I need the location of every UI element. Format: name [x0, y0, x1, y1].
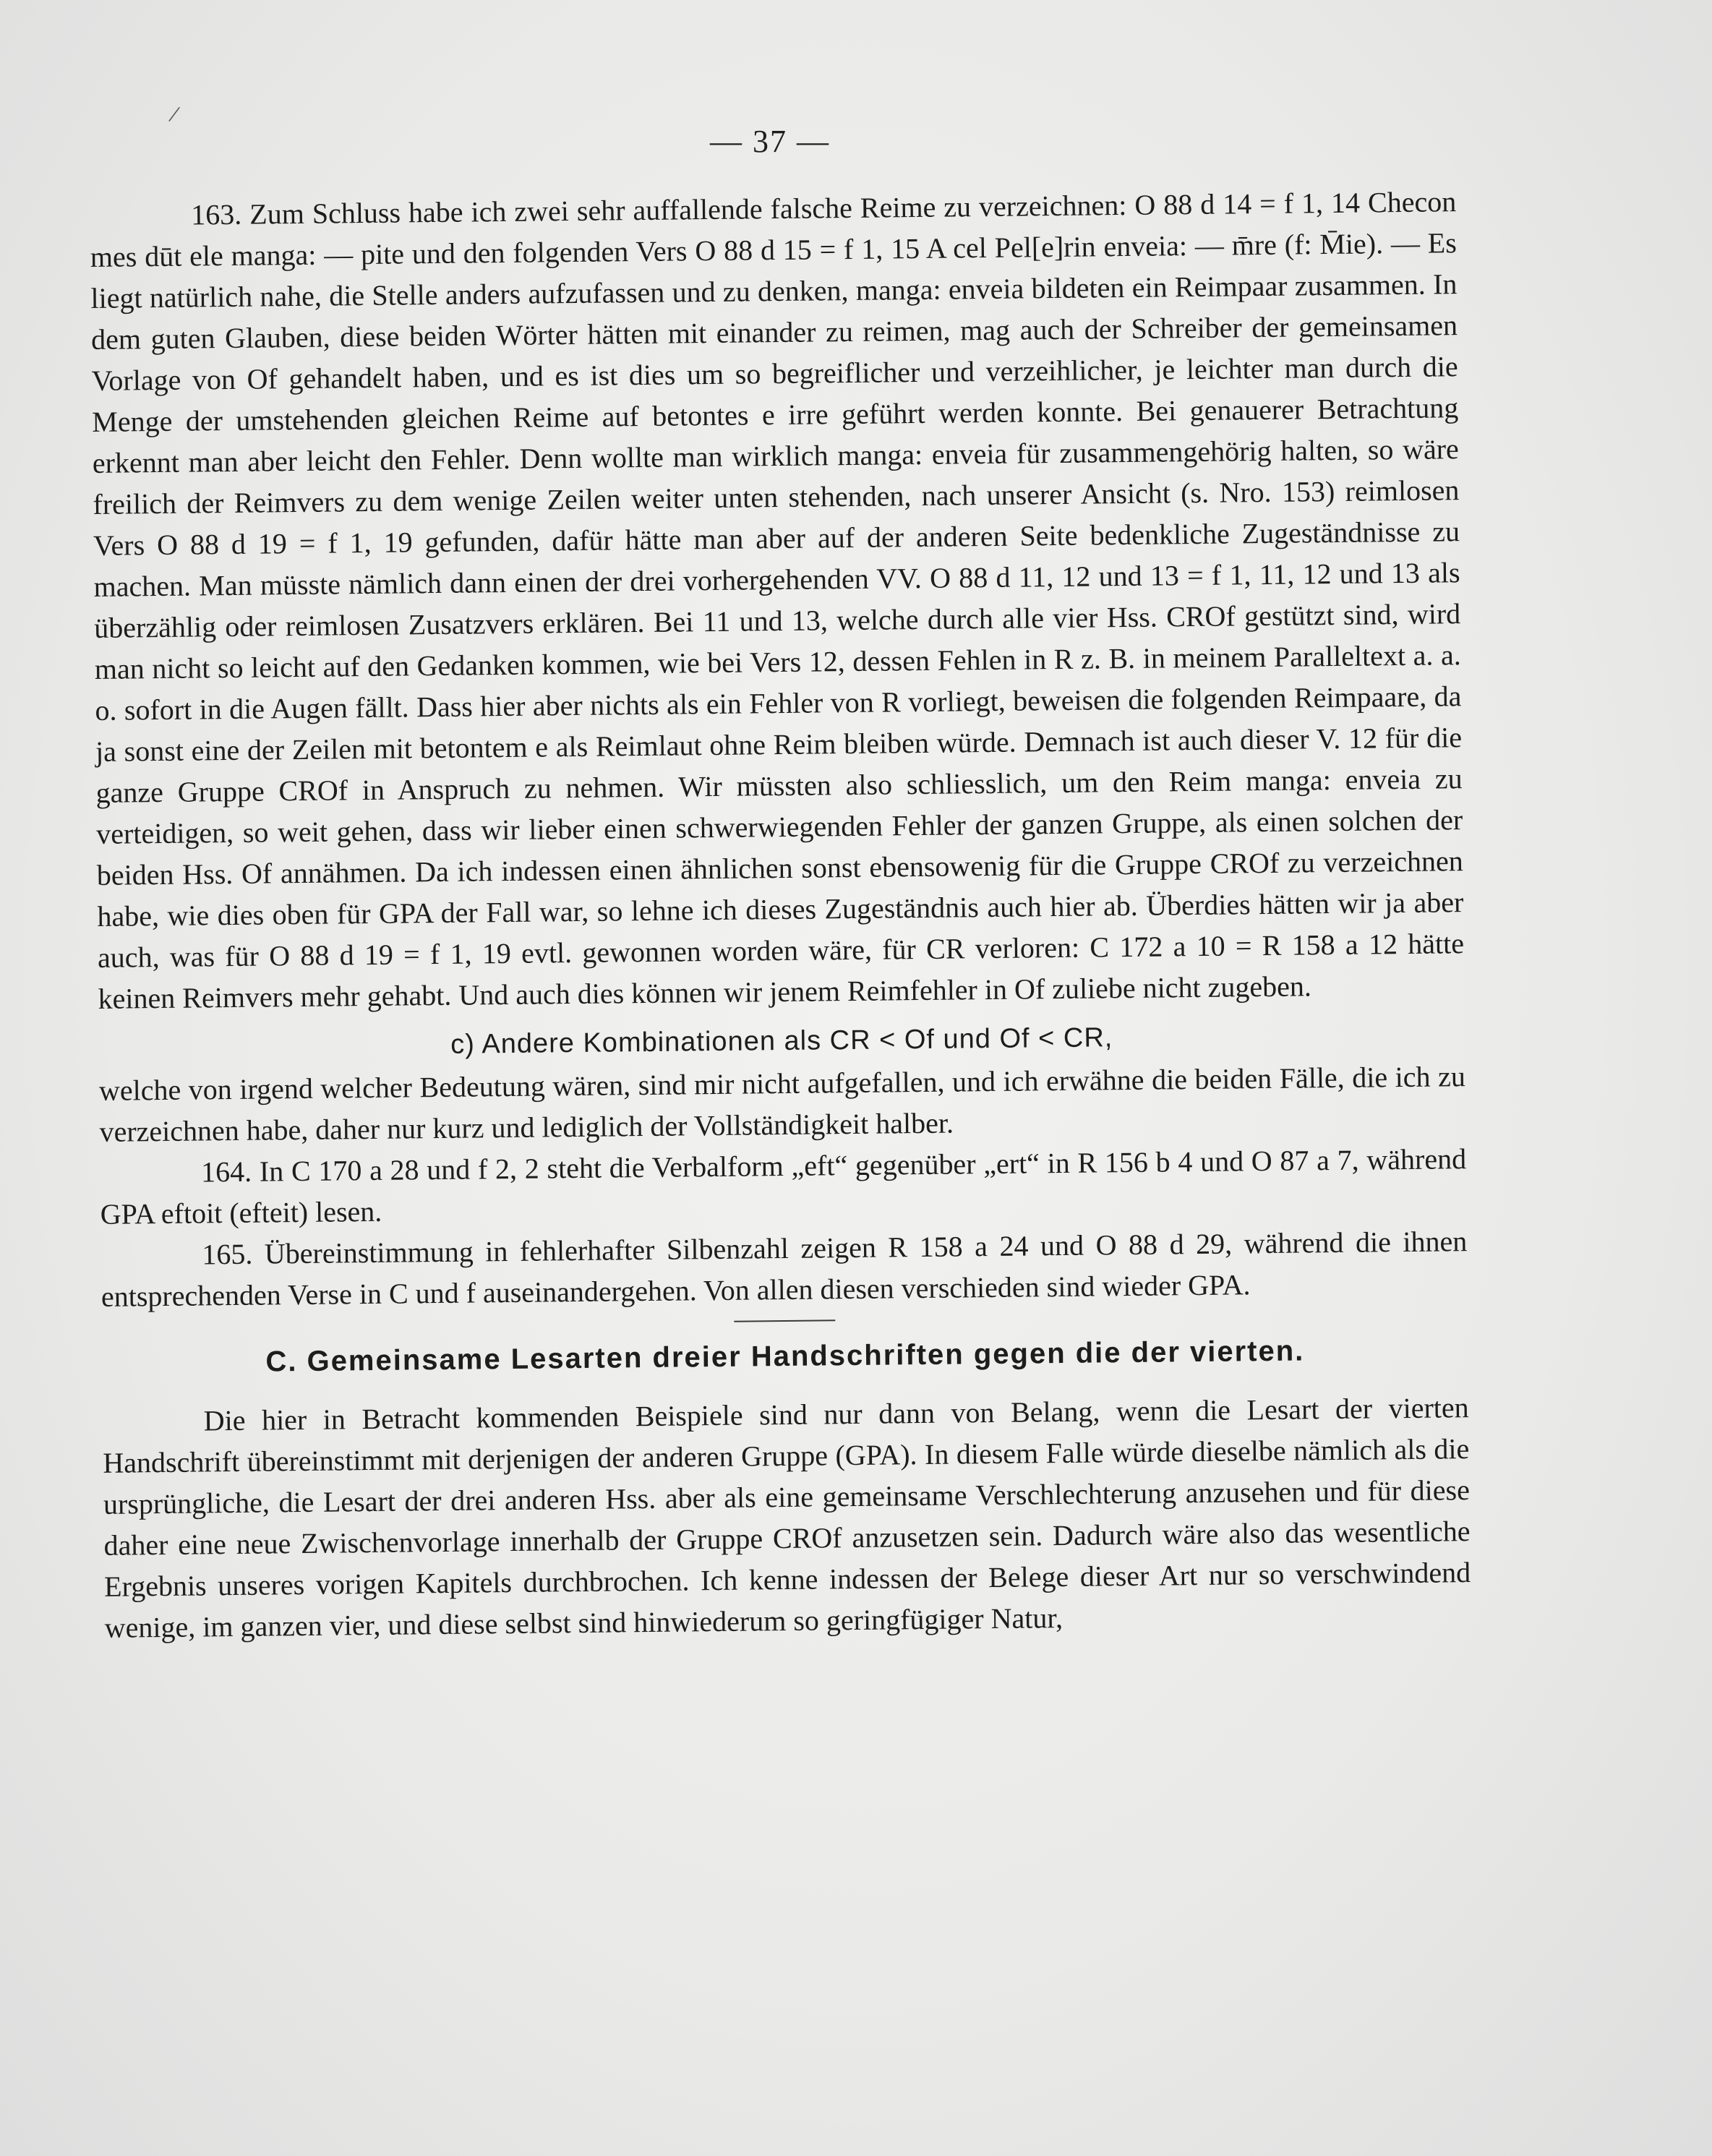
subsection-heading-c: c) Andere Kombinationen als CR < Of und Of < CR, — [450, 1022, 1113, 1060]
paragraph-section-c: Die hier in Betracht kommenden Beispiele sind nur dann von Belang, wenn die Lesart der vierten Handschrift übereinstimmt mit derjenigen der anderen Gruppe (GPA). In diesem Falle würde dieselbe nämlich als die ursprüngliche, die Lesart der drei anderen Hss. aber als eine gemeinsame Verschlechterung anzusehen und für diese daher eine neue Zwischenvorlage innerhalb der Gruppe CROf anzusetzen sein. Dadurch wäre also das wesentliche Ergebnis unseres vorigen Kapitels durchbrochen. Ich kenne indessen der Belege dieser Art nur so verschwindend wenige, im ganzen vier, und diese selbst sind hinwiederum so geringfügiger Natur, — [103, 1391, 1471, 1644]
paragraph-c-intro: welche von irgend welcher Bedeutung wären, sind mir nicht aufgefallen, und ich erwähne die beiden Fälle, die ich zu verzeichnen habe, daher nur kurz und lediglich der Vollständigkeit halber. — [98, 1060, 1466, 1148]
page-number: — 37 — — [710, 124, 830, 159]
paragraph-164: 164. In C 170 a 28 und f 2, 2 steht die Verbalform „eft“ gegenüber „ert“ in R 156 b 4 und O 87 a 7, während GPA eftoit (efteit) lesen. — [100, 1142, 1467, 1231]
paragraph-163: 163. Zum Schluss habe ich zwei sehr auffallende falsche Reime zu verzeichnen: O 88 d 14 = f 1, 14 Checon mes dūt ele manga: — pite und den folgenden Vers O 88 d 15 = f 1, 15 A cel Pel[e]rin enveia: — m̄re (f: M̄ie). — Es liegt natürlich nahe, die Stelle anders aufzufassen und zu denken, manga: enveia bildeten ein Reimpaar zusammen. In dem guten Glauben, diese beiden Wörter hätten mit einander zu reimen, mag auch der Schreiber der gemeinsamen Vorlage von Of gehandelt haben, und es ist dies um so begreiflicher und verzeihlicher, je leichter man durch die Menge der umstehenden gleichen Reime auf betontes e irre geführt werden konnte. Bei genauerer Betrachtung erkennt man aber leicht den Fehler. Denn wollte man wirklich manga: enveia für zusammengehörig halten, so wäre freilich der Reimvers zu dem wenige Zeilen weiter unten stehenden, nach unserer Ansicht (s. Nro. 153) reimlosen Vers O 88 d 19 = f 1, 19 gefunden, dafür hätte man aber auf der anderen Seite bedenkliche Zugeständnisse zu machen. Man müsste nämlich dann einen der drei vorhergehenden VV. O 88 d 11, 12 und 13 = f 1, 11, 12 und 13 als überzählig oder reimlosen Zusatzvers erklären. Bei 11 und 13, welche durch alle vier Hss. CROf gestützt sind, wird man nicht so leicht auf den Gedanken kommen, wie bei Vers 12, dessen Fehlen in R z. B. in meinem Paralleltext a. a. o. sofort in die Augen fällt. Dass hier aber nichts als ein Fehler von R vorliegt, beweisen die folgenden Reimpaare, da ja sonst eine der Zeilen mit betontem e als Reimlaut ohne Reim bleiben würde. Demnach ist auch dieser V. 12 für die ganze Gruppe CROf in Anspruch zu nehmen. Wir müssten also schliesslich, um den Reim manga: enveia zu verteidigen, so weit gehen, dass wir lieber einen schwerwiegenden Fehler der ganzen Gruppe, als einen solchen der beiden Hss. Of annähmen. Da ich indessen einen ähnlichen sonst ebensowenig für die Gruppe CROf zu verzeichnen habe, wie dies oben für GPA der Fall war, so lehne ich dieses Zugeständnis auch hier ab. Überdies hätten wir ja aber auch, was für O 88 d 19 = f 1, 19 evtl. gewonnen worden wäre, für CR verloren: C 172 a 10 = R 158 a 12 hätte keinen Reimvers mehr gehabt. Und auch dies können wir jenem Reimfehler in Of zuliebe nicht zugeben. — [90, 185, 1465, 1015]
section-divider — [734, 1319, 835, 1322]
section-heading-c: C. Gemeinsame Lesarten dreier Handschriften gegen die der vierten. — [265, 1335, 1305, 1378]
stray-pencil-mark: / — [166, 100, 182, 129]
paragraph-165: 165. Übereinstimmung in fehlerhafter Silbenzahl zeigen R 158 a 24 und O 88 d 29, während die ihnen entsprechenden Verse in C und f auseinandergehen. Von allen diesen verschieden sind wieder GPA. — [100, 1225, 1468, 1313]
body-text — [90, 181, 1471, 1648]
